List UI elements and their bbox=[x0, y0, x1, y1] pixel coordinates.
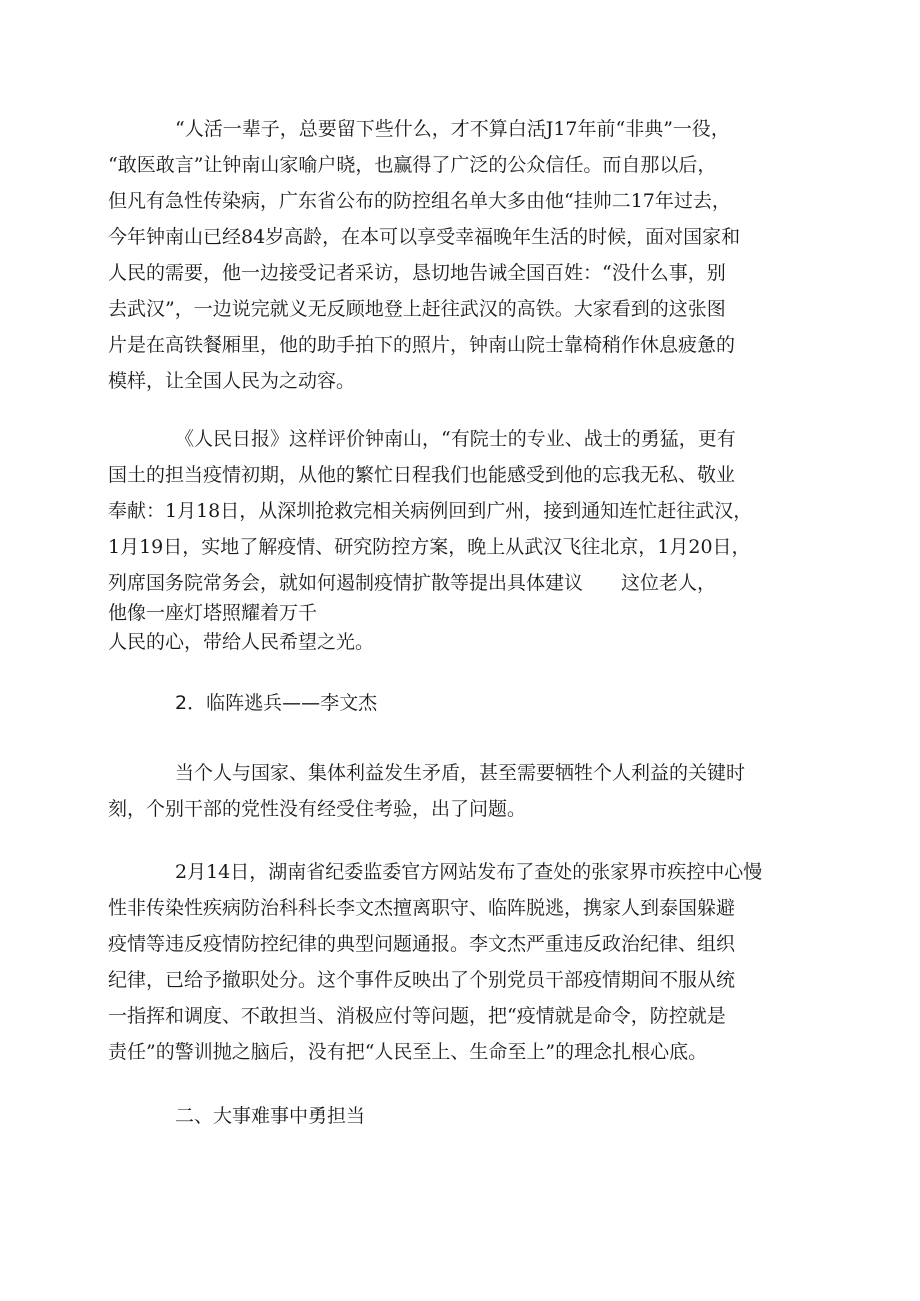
section-heading: 二、大事难事中勇担当 bbox=[175, 1105, 366, 1127]
text-line: 人民的心，带给人民希望之光。 bbox=[108, 631, 375, 653]
text-line: 1月19日，实地了解疫情、研究防控方案，晚上从武汉飞往北京，1月20日， bbox=[108, 536, 751, 558]
text-line: 人民的需要，他一边接受记者采访，恳切地告诫全国百姓：“没什么事，别 bbox=[108, 262, 726, 284]
text-line: 纪律，已给予撤职处分。这个事件反映出了个别党员干部疫情期间不服从统 bbox=[108, 969, 736, 991]
text-line: 疫情等违反疫情防控纪律的典型问题通报。李文杰严重违反政治纪律、组织 bbox=[108, 933, 736, 955]
text-line: “人活一辈子，总要留下些什么，才不算白活J17年前“非典”一役， bbox=[175, 118, 730, 140]
text-line: 性非传染性疾病防治科科长李文杰擅离职守、临阵脱逃，携家人到泰国躲避 bbox=[108, 897, 736, 919]
text-line: 今年钟南山已经84岁高龄，在本可以享受幸福晚年生活的时候，面对国家和 bbox=[108, 226, 741, 248]
text-line: 当个人与国家、集体利益发生矛盾，甚至需要牺牲个人利益的关键时 bbox=[175, 762, 746, 784]
section-heading: 2．临阵逃兵——李文杰 bbox=[175, 692, 378, 714]
text-line: 奉献：1月18日，从深圳抢救完相关病例回到广州，接到通知连忙赶往武汉， bbox=[108, 500, 753, 522]
text-line: 国土的担当疫情初期，从他的繁忙日程我们也能感受到他的忘我无私、敬业 bbox=[108, 464, 736, 486]
text-line: 他像一座灯塔照耀着万千 bbox=[108, 602, 318, 624]
text-line: 列席国务院常务会，就如何遏制疫情扩散等提出具体建议 这位老人， bbox=[108, 572, 717, 594]
text-line: 《人民日报》这样评价钟南山，“有院士的专业、战士的勇猛，更有 bbox=[175, 428, 736, 450]
text-line: 刻，个别干部的党性没有经受住考验，出了问题。 bbox=[108, 798, 527, 820]
text-line: 片是在高铁餐厢里，他的助手拍下的照片，钟南山院士靠椅稍作休息疲惫的 bbox=[108, 334, 736, 356]
text-line: “敢医敢言”让钟南山家喻户晓，也赢得了广泛的公众信任。而自那以后， bbox=[108, 154, 717, 176]
text-line: 但凡有急性传染病，广东省公布的防控组名单大多由他“挂帅二17年过去， bbox=[108, 190, 731, 212]
text-line: 去武汉”，一边说完就义无反顾地登上赶往武汉的高铁。大家看到的这张图 bbox=[108, 298, 726, 320]
text-line: 2月14日，湖南省纪委监委官方网站发布了查处的张家界市疾控中心慢 bbox=[175, 861, 763, 883]
text-line: 一指挥和调度、不敢担当、消极应付等问题，把“疫情就是命令，防控就是 bbox=[108, 1005, 726, 1027]
text-line: 责任”的警训抛之脑后，没有把“人民至上、生命至上”的理念扎根心底。 bbox=[108, 1041, 708, 1063]
text-line: 模样，让全国人民为之动容。 bbox=[108, 370, 356, 392]
